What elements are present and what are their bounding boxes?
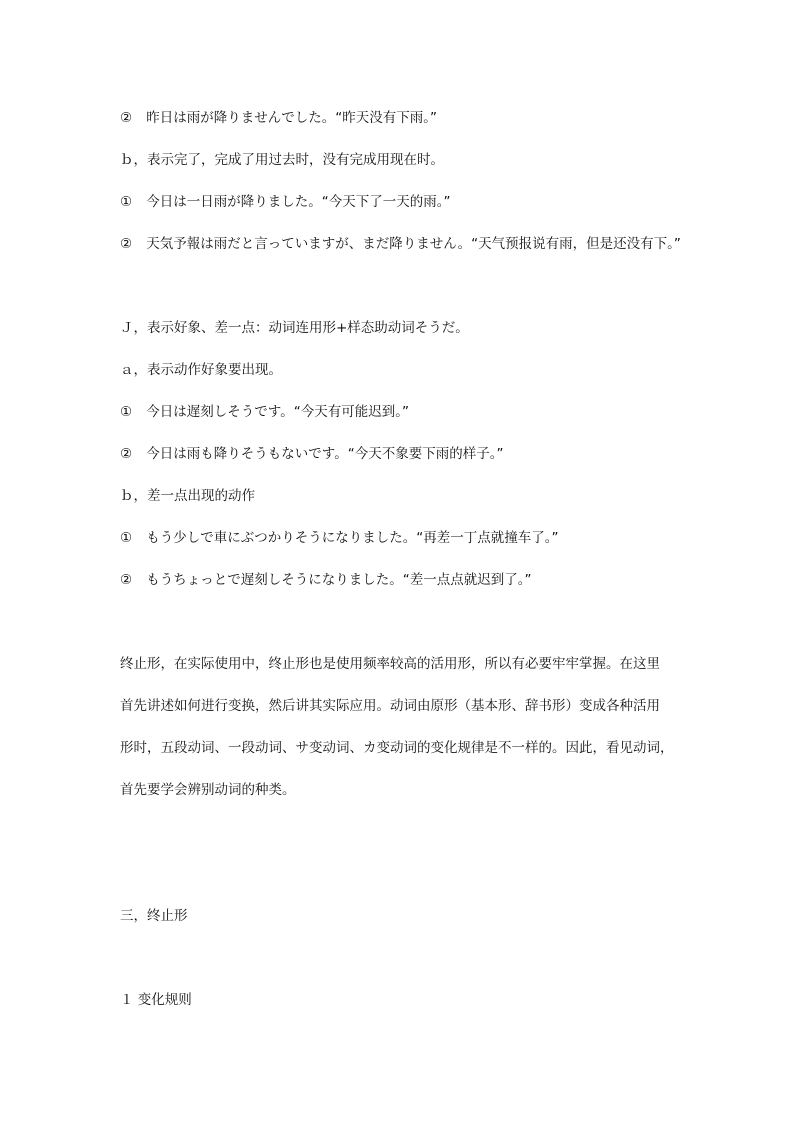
example-line (120, 192, 451, 212)
list-marker: ① (120, 194, 133, 210)
line-text: 今日は遅刻しそうです。“今天有可能迟到。” (146, 404, 409, 420)
list-marker: ② (120, 572, 133, 588)
example-line (120, 234, 681, 254)
item-heading (120, 150, 444, 170)
list-marker: ② (120, 110, 133, 126)
line-text: Ｊ，表示好象、差一点：动词连用形+样态助动词そうだ。 (120, 320, 469, 336)
line-text: ｂ，表示完了，完成了用过去时，没有完成用现在时。 (120, 152, 444, 168)
item-heading (120, 318, 469, 338)
paragraph-line: 首先讲述如何进行变换，然后讲其实际应用。动词由原形（基本形、辞书形）变成各种活用 (120, 698, 660, 714)
section-heading: 三，终止形 (120, 908, 188, 924)
line-text: 天気予報は雨だと言っていますが、まだ降りません。“天气预报说有雨，但是还没有下。” (146, 236, 681, 252)
example-line (120, 108, 437, 128)
line-text: もう少しで車にぶつかりそうになりました。“再差一丁点就撞车了。” (146, 530, 559, 546)
list-marker: ② (120, 446, 133, 462)
example-line (120, 402, 409, 422)
line-text: 今日は雨も降りそうもないです。“今天不象要下雨的样子。” (146, 446, 504, 462)
line-text: ｂ，差一点出现的动作 (120, 488, 255, 504)
paragraph-line: 首先要学会辨别动词的种类。 (120, 782, 296, 798)
line-text: 昨日は雨が降りませんでした。“昨天没有下雨。” (146, 110, 438, 126)
paragraph-line: 终止形，在实际使用中，终止形也是使用频率较高的活用形，所以有必要牢牢掌握。在这里 (120, 656, 660, 672)
paragraph-line: 形时，五段动词、一段动词、サ变动词、カ变动词的变化规律是不一样的。因此，看见动词， (120, 740, 674, 756)
example-line (120, 444, 503, 464)
item-heading (120, 486, 255, 506)
subsection-heading: １ 变化规则 (120, 992, 192, 1008)
list-marker: ② (120, 236, 133, 252)
line-text: ａ，表示动作好象要出现。 (120, 362, 282, 378)
line-text: 今日は一日雨が降りました。“今天下了一天的雨。” (146, 194, 451, 210)
list-marker: ① (120, 530, 133, 546)
item-heading (120, 360, 282, 380)
list-marker: ① (120, 404, 133, 420)
line-text: もうちょっとで遅刻しそうになりました。“差一点点就迟到了。” (146, 572, 532, 588)
example-line (120, 528, 559, 548)
example-line (120, 570, 532, 590)
